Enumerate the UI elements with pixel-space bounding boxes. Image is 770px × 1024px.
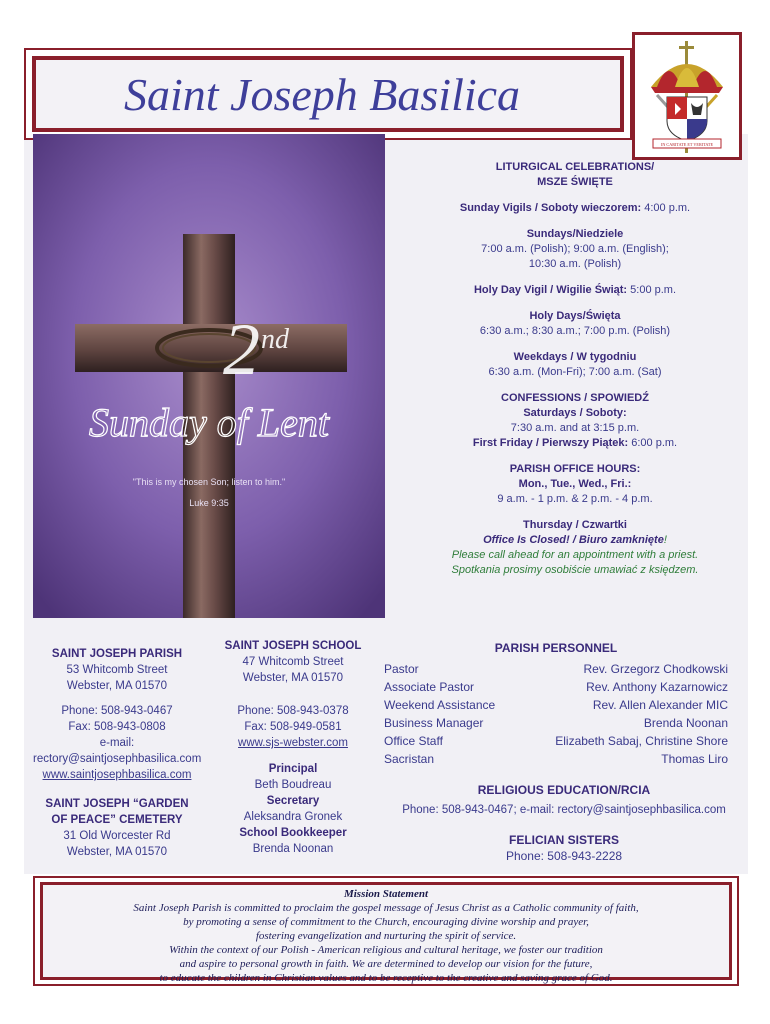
vigils-label: Sunday Vigils / Soboty wieczorem:	[459, 202, 642, 214]
office-hours-heading: PARISH OFFICE HOURS:	[509, 463, 641, 475]
principal-label: Principal	[268, 763, 318, 775]
principal-name: Beth Boudreau	[254, 779, 332, 791]
cemetery-address-1: 31 Old Worcester Rd	[63, 830, 171, 842]
call-ahead-text: Please call ahead for an appointment with a priest.	[451, 549, 699, 561]
personnel-name: Elizabeth Sabaj, Christine Shore	[555, 734, 728, 748]
first-friday-line	[400, 436, 750, 451]
felician-phone: Phone: 508-943-2228	[505, 849, 623, 863]
school-website-link[interactable]: www.sjs-webster.com	[238, 737, 348, 749]
poster-number-suffix: nd	[261, 324, 289, 355]
call-ahead-text-pl: Spotkania prosimy osobiście umawiać z księdzem.	[451, 564, 699, 576]
holy-vigil-line	[400, 283, 750, 298]
first-friday-label: First Friday / Pierwszy Piątek:	[472, 437, 629, 449]
personnel-name: Rev. Grzegorz Chodkowski	[583, 662, 728, 676]
cemetery-address-2: Webster, MA 01570	[66, 846, 168, 858]
sundays-line-2: 10:30 a.m. (Polish)	[528, 258, 622, 270]
personnel-role: Business Manager	[384, 716, 484, 730]
saturdays-label: Saturdays / Soboty:	[523, 407, 627, 419]
poster-title: Sunday of Lent	[89, 400, 329, 445]
personnel-row	[384, 714, 728, 732]
poster-citation: Luke 9:35	[189, 498, 229, 508]
school-phone: Phone: 508-943-0378	[237, 705, 349, 717]
personnel-role: Sacristan	[384, 752, 435, 766]
crest-motto: IN CARITATE ET VERITATE	[660, 142, 714, 147]
thursday-label: Thursday / Czwartki	[523, 519, 627, 531]
holy-days-times: 6:30 a.m.; 8:30 a.m.; 7:00 p.m. (Polish)	[479, 325, 671, 337]
basilica-crest	[632, 32, 742, 160]
holy-vigil-time: 5:00 p.m.	[627, 284, 677, 296]
parish-heading: SAINT JOSEPH PARISH	[51, 648, 183, 660]
mission-line: by promoting a sense of commitment to the Church, encouraging divine worship and prayer,	[183, 916, 589, 928]
sundays-line-1: 7:00 a.m. (Polish); 9:00 a.m. (English);	[481, 243, 669, 255]
poster-quote: "This is my chosen Son; listen to him."	[132, 477, 286, 487]
office-days: Mon., Tue., Wed., Fri.:	[518, 478, 632, 490]
cemetery-heading-1: SAINT JOSEPH “GARDEN	[45, 798, 189, 810]
office-times: 9 a.m. - 1 p.m. & 2 p.m. - 4 p.m.	[497, 493, 653, 505]
mission-statement	[33, 876, 739, 986]
vigils-time: 4:00 p.m.	[641, 202, 691, 214]
liturgy-heading-1: LITURGICAL CELEBRATIONS/	[495, 161, 655, 173]
personnel-role: Office Staff	[384, 734, 443, 748]
parish-email-label: e-mail:	[99, 737, 135, 749]
poster-number: 2	[223, 309, 260, 391]
lent-poster	[33, 134, 385, 618]
liturgy-heading-2: MSZE ŚWIĘTE	[537, 176, 613, 188]
school-heading: SAINT JOSEPH SCHOOL	[224, 640, 362, 652]
secretary-name: Aleksandra Gronek	[243, 811, 343, 823]
vigils-line	[400, 201, 750, 216]
school-address-2: Webster, MA 01570	[242, 672, 344, 684]
personnel-name: Rev. Anthony Kazarnowicz	[586, 680, 728, 694]
mission-line: Within the context of our Polish - American religious and cultural heritage, we foster our tradition	[169, 944, 603, 956]
personnel-heading: PARISH PERSONNEL	[494, 641, 618, 655]
page-title: Saint Joseph Basilica	[124, 69, 521, 120]
office-closed-text: Office Is Closed! / Biuro zamknięte	[483, 534, 664, 546]
religious-ed-contact: Phone: 508-943-0467; e-mail: rectory@saintjosephbasilica.com	[402, 804, 726, 816]
parish-contact	[33, 646, 201, 860]
header-banner	[24, 48, 632, 140]
confessions-heading: CONFESSIONS / SPOWIEDŹ	[501, 392, 649, 404]
felician-heading: FELICIAN SISTERS	[508, 833, 619, 847]
mission-line: Saint Joseph Parish is committed to proclaim the gospel message of Jesus Christ as a Catholic community of faith,	[133, 902, 639, 914]
personnel-name: Brenda Noonan	[643, 716, 728, 730]
holy-days-label: Holy Days/Święta	[529, 310, 621, 322]
personnel-row	[384, 732, 728, 750]
mission-line: to educate the children in Christian values and to be receptive to the creative and saving grace of God.	[159, 972, 613, 984]
school-fax: Fax: 508-949-0581	[244, 721, 342, 733]
saturdays-times: 7:30 a.m. and at 3:15 p.m.	[510, 422, 640, 434]
mission-line: and aspire to personal growth in faith. We are determined to develop our vision for the future,	[179, 958, 593, 970]
cemetery-heading-2: OF PEACE” CEMETERY	[51, 814, 183, 826]
personnel-row	[384, 750, 728, 768]
crest-icon	[635, 35, 739, 157]
religious-education	[384, 782, 744, 864]
bookkeeper-label: School Bookkeeper	[239, 827, 347, 839]
office-closed-bang: !	[663, 534, 667, 546]
personnel-heading-wrap	[384, 640, 728, 656]
parish-website-link[interactable]: www.saintjosephbasilica.com	[42, 769, 192, 781]
mission-title: Mission Statement	[343, 888, 429, 900]
parish-address-1: 53 Whitcomb Street	[66, 664, 168, 676]
liturgy-section	[400, 160, 750, 578]
parish-phone: Phone: 508-943-0467	[61, 705, 173, 717]
personnel-role: Weekend Assistance	[384, 698, 496, 712]
weekdays-times: 6:30 a.m. (Mon-Fri); 7:00 a.m. (Sat)	[488, 366, 662, 378]
personnel-row	[384, 678, 728, 696]
sundays-label: Sundays/Niedziele	[526, 228, 624, 240]
personnel-role: Associate Pastor	[384, 680, 475, 694]
personnel-row	[384, 696, 728, 714]
personnel-role: Pastor	[384, 662, 419, 676]
header-banner-inner	[32, 56, 624, 132]
personnel-row	[384, 660, 728, 678]
mission-line: fostering evangelization and nurturing the spirit of service.	[255, 930, 517, 942]
secretary-label: Secretary	[266, 795, 320, 807]
first-friday-time: 6:00 p.m.	[628, 437, 678, 449]
parish-address-2: Webster, MA 01570	[66, 680, 168, 692]
personnel-name: Rev. Allen Alexander MIC	[592, 698, 728, 712]
parish-email-link[interactable]: rectory@saintjosephbasilica.com	[33, 753, 202, 765]
religious-ed-heading: RELIGIOUS EDUCATION/RCIA	[477, 783, 651, 797]
bookkeeper-name: Brenda Noonan	[252, 843, 334, 855]
holy-vigil-label: Holy Day Vigil / Wigilie Świąt:	[473, 284, 628, 296]
weekdays-label: Weekdays / W tygodniu	[513, 351, 637, 363]
school-contact	[210, 638, 376, 857]
school-address-1: 47 Whitcomb Street	[242, 656, 344, 668]
personnel-list	[384, 660, 728, 768]
mission-statement-inner	[40, 882, 732, 984]
office-closed-line	[400, 533, 750, 548]
personnel-name: Thomas Liro	[661, 752, 728, 766]
parish-fax: Fax: 508-943-0808	[68, 721, 166, 733]
